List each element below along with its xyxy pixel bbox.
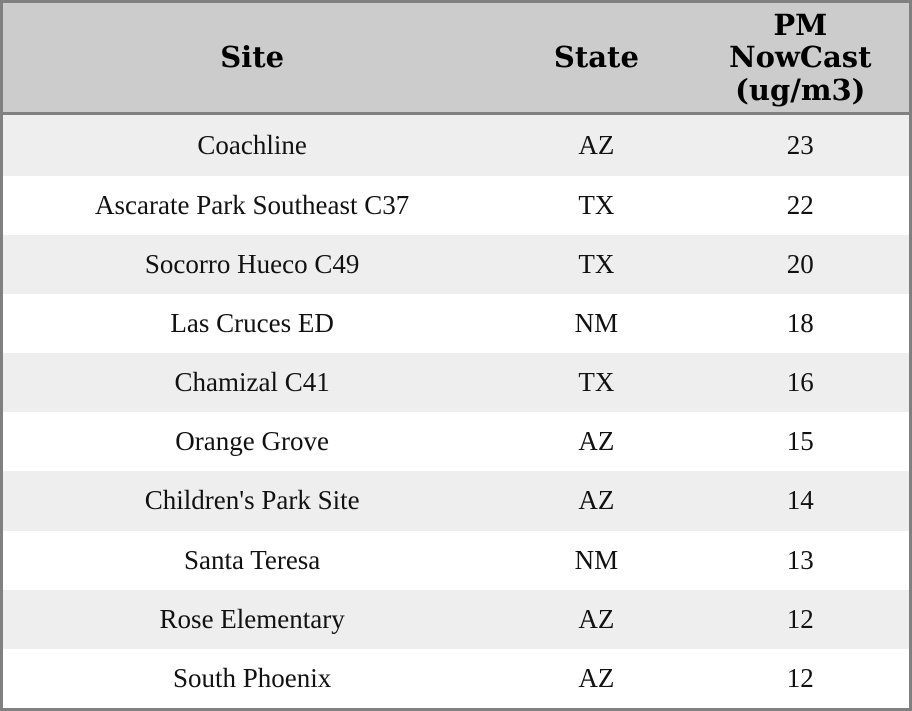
table-row bbox=[3, 235, 909, 294]
cell-site: Chamizal C41 bbox=[3, 353, 501, 412]
column-header-pm-nowcast-line-3: (ug/m3) bbox=[735, 72, 866, 107]
table-row bbox=[3, 412, 909, 471]
table-row bbox=[3, 531, 909, 590]
cell-site: Las Cruces ED bbox=[3, 294, 501, 353]
cell-site: Coachline bbox=[3, 114, 501, 176]
cell-site: Socorro Hueco C49 bbox=[3, 235, 501, 294]
cell-site: South Phoenix bbox=[3, 649, 501, 708]
cell-pm-nowcast: 23 bbox=[692, 114, 909, 176]
table-row bbox=[3, 294, 909, 353]
cell-state: TX bbox=[501, 235, 691, 294]
cell-pm-nowcast: 12 bbox=[692, 649, 909, 708]
cell-site: Ascarate Park Southeast C37 bbox=[3, 176, 501, 235]
cell-pm-nowcast: 16 bbox=[692, 353, 909, 412]
table-row bbox=[3, 590, 909, 649]
table-row bbox=[3, 114, 909, 176]
cell-state: NM bbox=[501, 294, 691, 353]
cell-state: TX bbox=[501, 176, 691, 235]
cell-state: TX bbox=[501, 353, 691, 412]
cell-pm-nowcast: 20 bbox=[692, 235, 909, 294]
pm-nowcast-table bbox=[3, 3, 909, 708]
table-body bbox=[3, 114, 909, 708]
cell-pm-nowcast: 22 bbox=[692, 176, 909, 235]
cell-pm-nowcast: 12 bbox=[692, 590, 909, 649]
cell-state: AZ bbox=[501, 114, 691, 176]
cell-site: Santa Teresa bbox=[3, 531, 501, 590]
cell-site: Children's Park Site bbox=[3, 471, 501, 530]
table-row bbox=[3, 353, 909, 412]
column-header-pm-nowcast-line-1: PM bbox=[773, 8, 828, 42]
cell-pm-nowcast: 13 bbox=[692, 531, 909, 590]
cell-state: AZ bbox=[501, 412, 691, 471]
cell-state: NM bbox=[501, 531, 691, 590]
column-header-pm-nowcast-line-2: NowCast bbox=[729, 40, 872, 75]
table-header-row bbox=[3, 3, 909, 114]
column-header-pm-nowcast bbox=[692, 3, 909, 114]
cell-pm-nowcast: 15 bbox=[692, 412, 909, 471]
cell-site: Orange Grove bbox=[3, 412, 501, 471]
cell-site: Rose Elementary bbox=[3, 590, 501, 649]
table-header bbox=[3, 3, 909, 114]
cell-pm-nowcast: 14 bbox=[692, 471, 909, 530]
table-row bbox=[3, 471, 909, 530]
cell-state: AZ bbox=[501, 590, 691, 649]
cell-state: AZ bbox=[501, 649, 691, 708]
column-header-site: Site bbox=[3, 3, 501, 114]
cell-state: AZ bbox=[501, 471, 691, 530]
table-row bbox=[3, 649, 909, 708]
column-header-state: State bbox=[501, 3, 691, 114]
table-row bbox=[3, 176, 909, 235]
cell-pm-nowcast: 18 bbox=[692, 294, 909, 353]
